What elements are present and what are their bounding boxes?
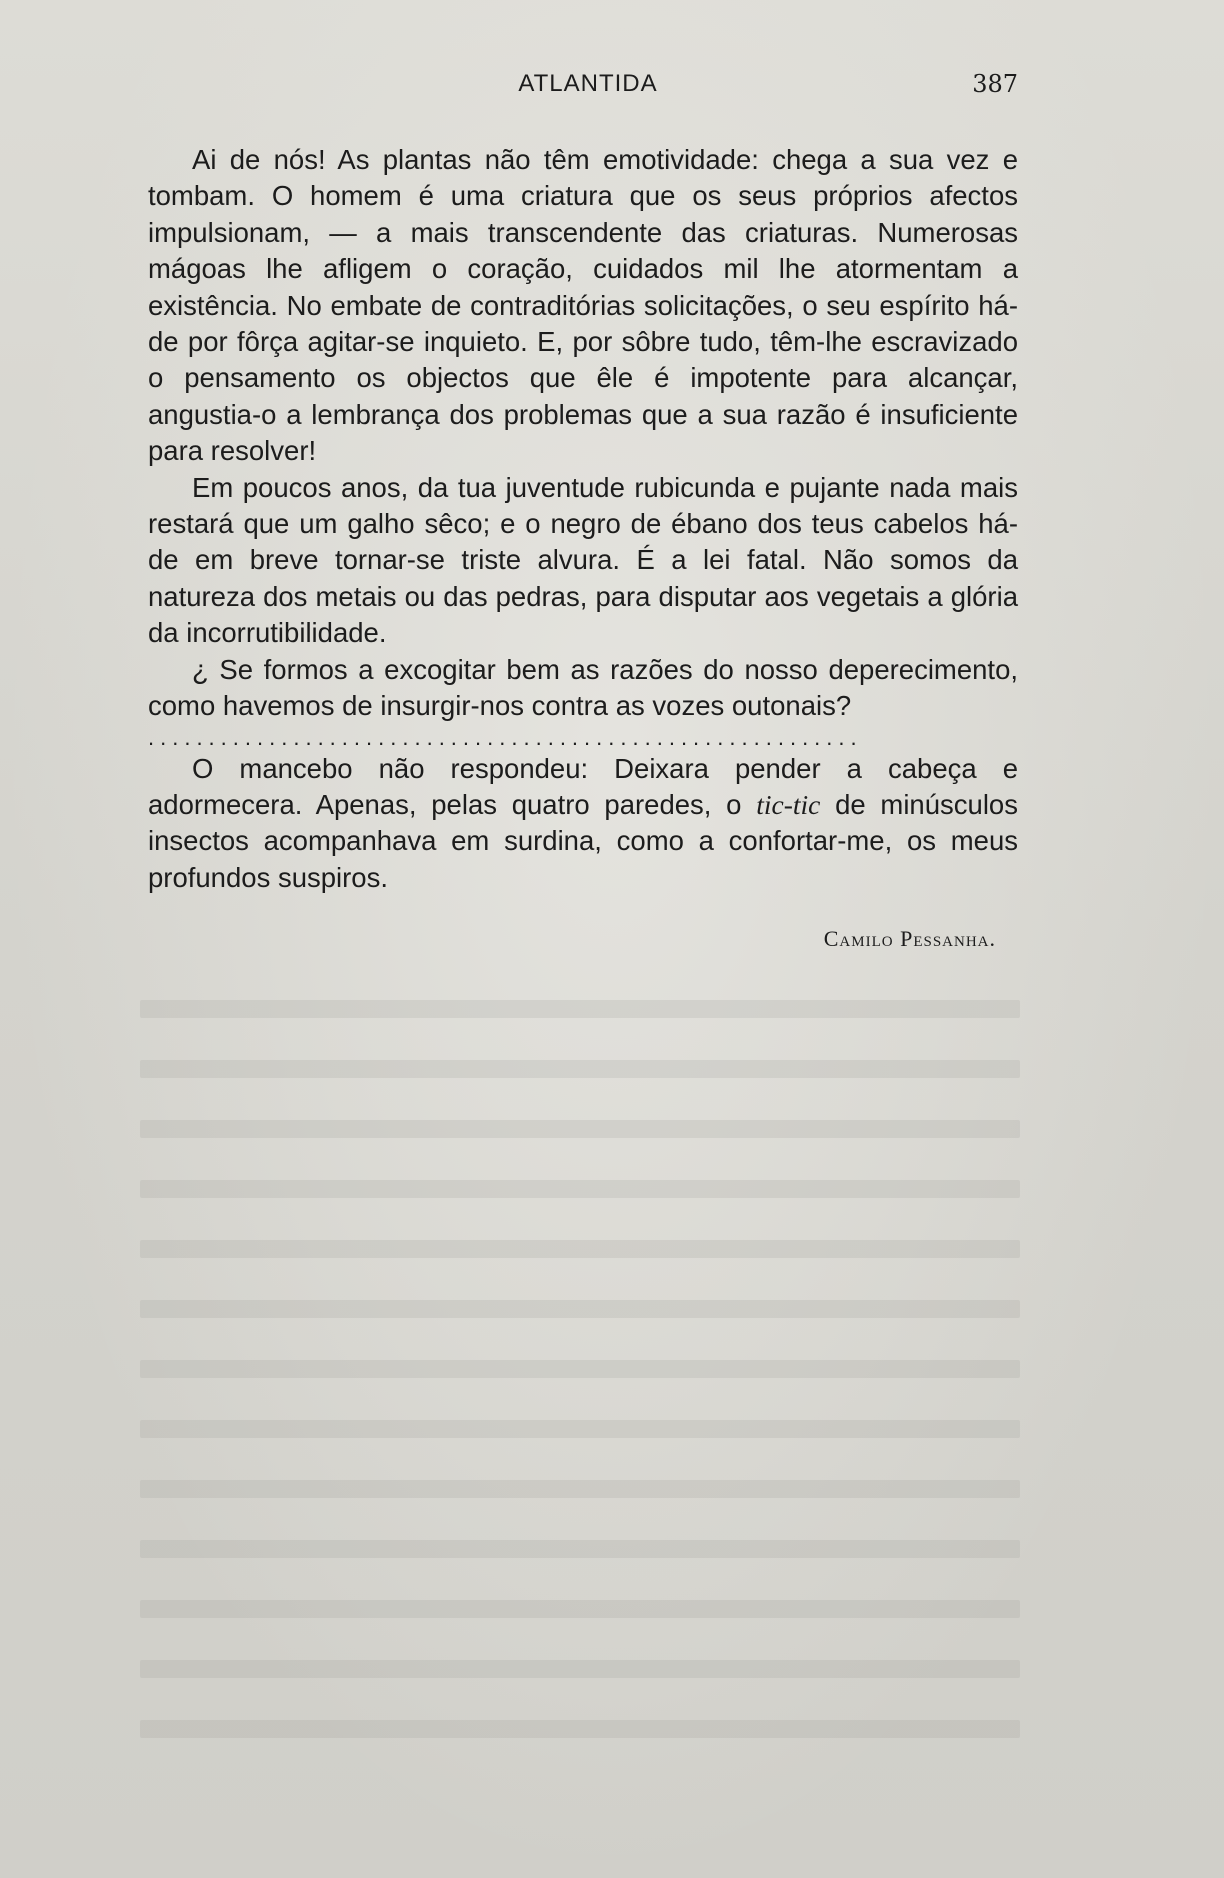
paragraph: Ai de nós! As plantas não têm emotividade: chega a sua vez e tombam. O homem é uma criatura que os seus próprios afectos impulsionam, — a mais transcendente das criaturas. Numerosas mágoas lhe afligem o coração, cuidados mil lhe atormentam a existência. No embate de contraditórias solicitações, o seu espírito há-de por fôrça agitar-se inquieto. E, por sôbre tudo, têm-lhe escravizado o pensamento os objectos que êle é impotente para alcançar, angustia-o a lembrança dos problemas que a sua razão é insuficiente para resolver!	[148, 144, 1018, 467]
paragraph-text: de minúsculos insectos acompanhava em surdina, como a confortar-me, os meus profundos suspiros.	[148, 788, 1018, 893]
running-header	[148, 70, 1028, 110]
bleed-through-line	[140, 1060, 1020, 1078]
bleed-through-line	[140, 1480, 1020, 1498]
section-divider-dots: ...........................................................	[148, 724, 863, 750]
bleed-through-line	[140, 1720, 1020, 1738]
paragraph: Em poucos anos, da tua juventude rubicunda e pujante nada mais restará que um galho sêco; e o negro de ébano dos teus cabelos há-de em breve tornar-se triste alvura. É a lei fatal. Não somos da natureza dos metais ou das pedras, para disputar aos vegetais a glória da incorrutibilidade.	[148, 471, 1018, 649]
bleed-through-line	[140, 1300, 1020, 1318]
bleed-through-line	[140, 1600, 1020, 1618]
paragraph: ¿ Se formos a excogitar bem as razões do nosso deperecimento, como havemos de insurgir-nos contra as vozes outonais?	[148, 653, 1018, 722]
page-number: 387	[972, 70, 1018, 98]
bleed-through-line	[140, 1180, 1020, 1198]
bleed-through-line	[140, 1000, 1020, 1018]
bleed-through-line	[140, 1660, 1020, 1678]
bleed-through-line	[140, 1420, 1020, 1438]
bleed-through-line	[140, 1540, 1020, 1558]
running-title: ATLANTIDA	[518, 70, 658, 97]
bleed-through-line	[140, 1240, 1020, 1258]
body-text	[148, 142, 1018, 896]
bleed-through-line	[140, 1360, 1020, 1378]
italic-term: tic-tic	[756, 788, 821, 820]
author-signature: Camilo Pessanha.	[823, 926, 996, 951]
paragraph	[148, 751, 1018, 897]
bleed-through-line	[140, 1120, 1020, 1138]
paragraph-text: O mancebo não respondeu: Deixara pender a cabeça e adormecera. Apenas, pelas quatro paredes, o	[148, 752, 1018, 820]
